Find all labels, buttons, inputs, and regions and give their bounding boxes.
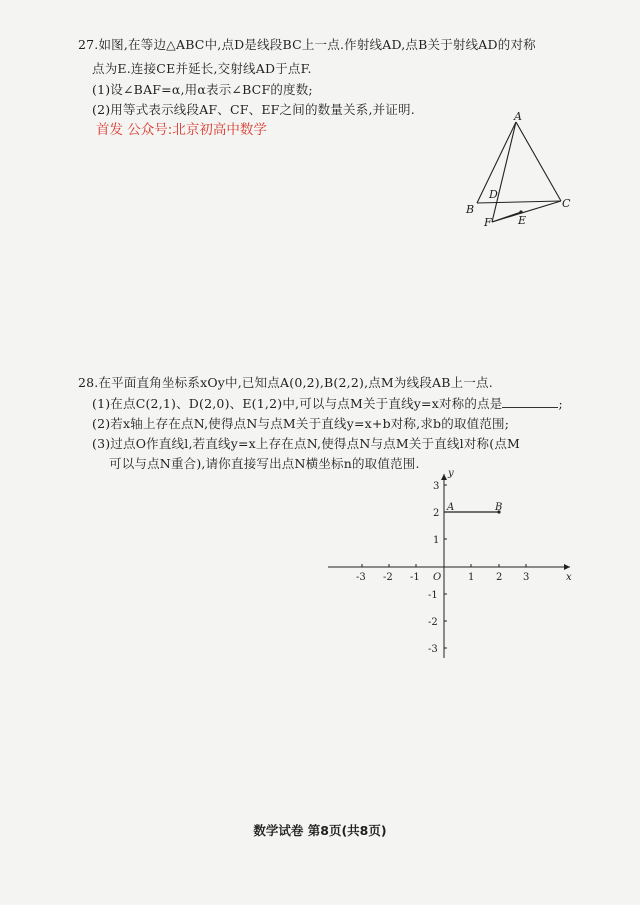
- point-A-label: A: [447, 502, 455, 513]
- q28-part3-line2: 可以与点N重合),请你直接写出点N横坐标n的取值范围.: [109, 456, 420, 471]
- x-axis-label: x: [566, 572, 572, 583]
- y-tick-label: 1: [433, 535, 440, 546]
- q28-part1-end: ;: [558, 396, 563, 411]
- y-tick-label: 3: [433, 481, 440, 492]
- x-tick-label: -2: [383, 572, 393, 583]
- q27-part1: (1)设∠BAF=α,用α表示∠BCF的度数;: [92, 82, 313, 97]
- x-tick-label: 2: [496, 572, 503, 583]
- q28-line1: 28.在平面直角坐标系xOy中,已知点A(0,2),B(2,2),点M为线段AB上一点.: [78, 375, 493, 390]
- label-F: F: [484, 216, 492, 229]
- x-tick-label: -3: [356, 572, 366, 583]
- q27-line2: 点为E.连接CE并延长,交射线AD于点F.: [92, 61, 312, 76]
- q28-part3-line1: (3)过点O作直线l,若直线y=x上存在点N,使得点N与点M关于直线l对称(点M: [92, 436, 521, 451]
- x-tick-label: -1: [410, 572, 420, 583]
- y-tick-label: -3: [428, 644, 438, 655]
- watermark-text: 首发 公众号:北京初高中数学: [96, 122, 267, 138]
- label-C: C: [562, 197, 571, 210]
- q28-part1-text: (1)在点C(2,1)、D(2,0)、E(1,2)中,可以与点M关于直线y=x对称的点是: [92, 396, 503, 411]
- label-D: D: [489, 188, 498, 201]
- x-tick-label: 1: [468, 572, 475, 583]
- point-B-label: B: [495, 502, 503, 513]
- q27-part2: (2)用等式表示线段AF、CF、EF之间的数量关系,并证明.: [92, 102, 415, 117]
- page-footer: 数学试卷 第8页(共8页): [253, 823, 387, 838]
- q27-line1: 27.如图,在等边△ABC中,点D是线段BC上一点.作射线AD,点B关于射线AD的对称: [78, 37, 536, 52]
- y-axis-label: y: [448, 468, 454, 479]
- y-tick-label: 2: [433, 508, 440, 519]
- label-A: A: [514, 110, 522, 123]
- y-tick-label: -1: [428, 590, 438, 601]
- label-B: B: [466, 203, 475, 216]
- y-tick-label: -2: [428, 617, 438, 628]
- q28-part2: (2)若x轴上存在点N,使得点N与点M关于直线y=x+b对称,求b的取值范围;: [92, 416, 510, 431]
- label-E: E: [518, 214, 527, 227]
- x-tick-label: 3: [523, 572, 530, 583]
- origin-label: O: [433, 572, 442, 583]
